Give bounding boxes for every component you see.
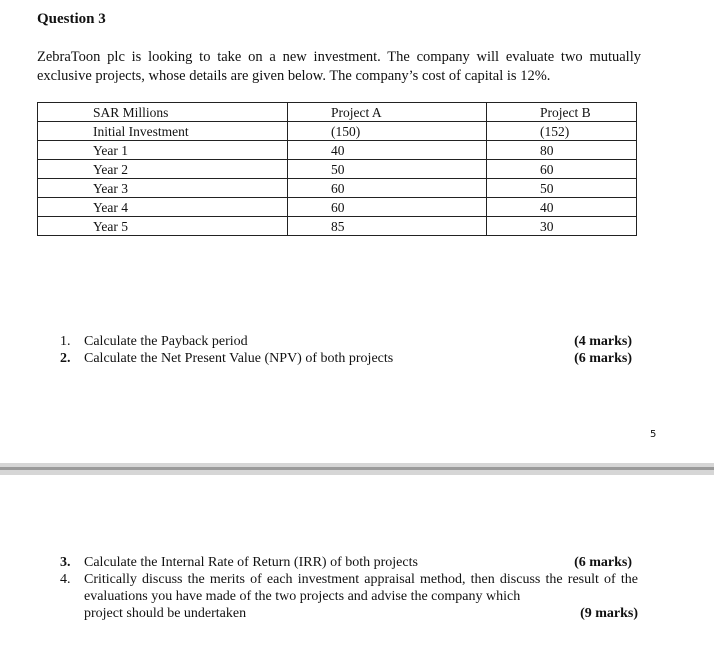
question-marks: (6 marks) — [574, 351, 632, 366]
table-row — [38, 160, 637, 179]
table-row — [38, 122, 637, 141]
row-label: Year 5 — [38, 217, 288, 236]
question-marks: (6 marks) — [574, 555, 632, 570]
question-text-end: project should be undertaken — [84, 606, 247, 621]
project-b-value: 40 — [487, 198, 637, 217]
question-item-2 — [60, 350, 632, 367]
project-b-value: (152) — [487, 122, 637, 141]
project-a-value: 60 — [288, 198, 487, 217]
table-row — [38, 217, 637, 236]
question-item-1 — [60, 333, 632, 350]
project-a-value: 40 — [288, 141, 487, 160]
question-marks: (9 marks) — [580, 606, 638, 621]
row-label: Year 3 — [38, 179, 288, 198]
project-b-value: 30 — [487, 217, 637, 236]
table-row — [38, 198, 637, 217]
question-text: Calculate the Net Present Value (NPV) of both projects — [84, 351, 394, 366]
question-number: 1. — [60, 334, 71, 349]
intro-paragraph: ZebraToon plc is looking to take on a new investment. The company will evaluate two mutually exclusive projects, whose details are given below. The company’s cost of capital is 12%. — [37, 49, 641, 84]
project-a-value: (150) — [288, 122, 487, 141]
header-project-a: Project A — [288, 103, 487, 122]
question-item-4 — [60, 571, 638, 622]
question-text: Critically discuss the merits of each investment appraisal method, then discuss the result of the evaluations you have made of the two projects and advise the company which — [84, 572, 638, 604]
row-label: Initial Investment — [38, 122, 288, 141]
table-row — [38, 179, 637, 198]
question-last-line — [84, 605, 638, 622]
question-list-part1 — [60, 333, 632, 367]
page-number: 5 — [650, 429, 657, 440]
question-number: 2. — [60, 351, 71, 366]
project-b-value: 60 — [487, 160, 637, 179]
row-label: Year 4 — [38, 198, 288, 217]
project-a-value: 50 — [288, 160, 487, 179]
page-break-line — [0, 467, 714, 470]
row-label: Year 1 — [38, 141, 288, 160]
table-header-row — [38, 103, 637, 122]
project-b-value: 80 — [487, 141, 637, 160]
question-text: Calculate the Internal Rate of Return (IRR) of both projects — [84, 555, 418, 570]
project-a-value: 85 — [288, 217, 487, 236]
question-marks: (4 marks) — [574, 334, 632, 349]
question-number: 3. — [60, 555, 71, 570]
page-break-divider — [0, 463, 714, 475]
row-label: Year 2 — [38, 160, 288, 179]
question-heading: Question 3 — [37, 11, 106, 27]
header-project-b: Project B — [487, 103, 637, 122]
project-a-value: 60 — [288, 179, 487, 198]
question-list-part2 — [60, 554, 638, 622]
question-number: 4. — [60, 572, 71, 587]
project-b-value: 50 — [487, 179, 637, 198]
table-row — [38, 141, 637, 160]
header-sar-millions: SAR Millions — [38, 103, 288, 122]
question-item-3 — [60, 554, 632, 571]
cash-flow-table — [37, 102, 637, 236]
question-text: Calculate the Payback period — [84, 334, 248, 349]
